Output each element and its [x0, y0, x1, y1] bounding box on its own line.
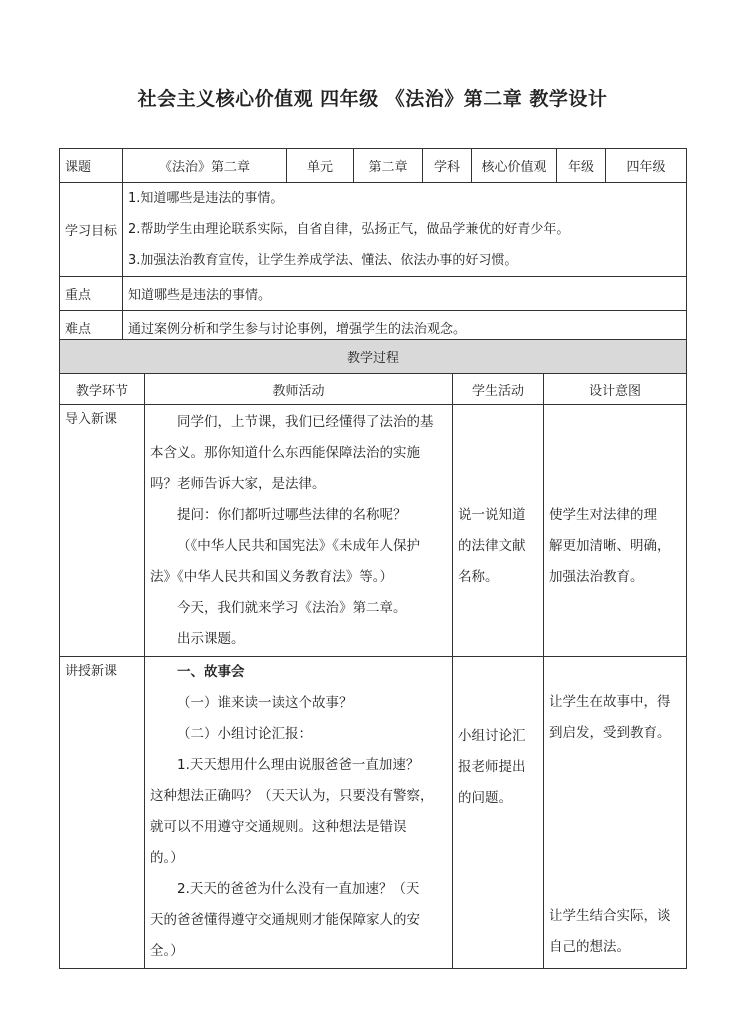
- objective-item: 2.帮助学生由理论联系实际，自省自律，弘扬正气，做品学兼优的好青少年。: [128, 222, 570, 237]
- unit-value: 第二章: [354, 149, 423, 183]
- teacher-line: 同学们，上节课，我们已经懂得了法治的基: [177, 414, 434, 430]
- student-line: 的问题。: [458, 790, 512, 806]
- teach-stage: 讲授新课: [60, 657, 145, 969]
- student-line: 说一说知道: [458, 507, 526, 523]
- info-row: [60, 149, 687, 183]
- header-stage: 教学环节: [60, 374, 145, 405]
- process-band-label: 教学过程: [60, 340, 687, 374]
- intent-line: 自己的想法。: [549, 939, 630, 955]
- teacher-line: 天的爸爸懂得遵守交通规则才能保障家人的安: [150, 912, 420, 928]
- teacher-line: 吗？老师告诉大家，是法律。: [150, 476, 326, 492]
- objectives-list: [123, 183, 687, 277]
- focus-row: [60, 277, 687, 311]
- intro-row: [60, 405, 687, 657]
- difficulty-label: 难点: [60, 311, 123, 345]
- teach-student-activity: [453, 657, 544, 969]
- teacher-line: 今天，我们就来学习《法治》第二章。: [177, 600, 407, 616]
- subject-label: 学科: [423, 149, 472, 183]
- teacher-line: （二）小组讨论汇报：: [177, 726, 312, 742]
- student-line: 名称。: [458, 569, 499, 585]
- student-line: 的法律文献: [458, 538, 526, 554]
- intro-teacher-activity: [145, 405, 453, 657]
- difficulty-value: 通过案例分析和学生参与讨论事例，增强学生的法治观念。: [123, 311, 687, 345]
- focus-value: 知道哪些是违法的事情。: [123, 277, 687, 311]
- intro-design-intent: [544, 405, 687, 657]
- intro-student-activity: [453, 405, 544, 657]
- teacher-line: 提问：你们都听过哪些法律的名称呢？: [177, 507, 407, 523]
- subject-value: 核心价值观: [472, 149, 557, 183]
- teacher-line: 1.天天想用什么理由说服爸爸一直加速？: [177, 757, 420, 773]
- teacher-line: 本含义。那你知道什么东西能保障法治的实施: [150, 445, 420, 461]
- document-title: 社会主义核心价值观 四年级 《法治》第二章 教学设计: [137, 88, 608, 110]
- focus-label: 重点: [60, 277, 123, 311]
- student-line: 小组讨论汇: [458, 728, 526, 744]
- intent-line: 解更加清晰、明确，: [549, 538, 671, 554]
- info-table: [59, 148, 687, 345]
- teach-teacher-activity: [145, 657, 453, 969]
- grade-value: 四年级: [606, 149, 687, 183]
- teacher-line: 2.天天的爸爸为什么没有一直加速？（天: [177, 881, 420, 897]
- course-value: 《法治》第二章: [123, 149, 287, 183]
- teacher-line: 这种想法正确吗？（天天认为，只要没有警察，: [150, 788, 434, 804]
- intent-line: 加强法治教育。: [549, 569, 644, 585]
- student-line: 报老师提出: [458, 759, 526, 775]
- process-header-row: [60, 374, 687, 405]
- unit-label: 单元: [287, 149, 354, 183]
- objectives-row: [60, 183, 687, 277]
- teacher-line: 出示课题。: [177, 631, 245, 647]
- intro-stage: 导入新课: [60, 405, 145, 657]
- intent-line: 让学生结合实际，谈: [549, 908, 671, 924]
- process-table: [59, 339, 687, 969]
- header-intent: 设计意图: [544, 374, 687, 405]
- teacher-line: 法》《中华人民共和国义务教育法》等。）: [150, 569, 393, 585]
- header-teacher: 教师活动: [145, 374, 453, 405]
- teacher-line: 全。）: [150, 943, 184, 959]
- teacher-line: （《中华人民共和国宪法》《未成年人保护: [177, 538, 420, 554]
- intent-line: 到启发，受到教育。: [549, 725, 671, 741]
- objective-item: 1.知道哪些是违法的事情。: [128, 191, 284, 206]
- section-heading: 一、故事会: [177, 664, 245, 680]
- teach-design-intent: [544, 657, 687, 969]
- grade-label: 年级: [557, 149, 606, 183]
- teacher-line: （一）谁来读一读这个故事？: [177, 695, 353, 711]
- course-label: 课题: [60, 149, 123, 183]
- objective-item: 3.加强法治教育宣传，让学生养成学法、懂法、依法办事的好习惯。: [128, 253, 518, 268]
- teacher-line: 就可以不用遵守交通规则。这种想法是错误: [150, 819, 407, 835]
- intent-line: 使学生对法律的理: [549, 507, 657, 523]
- intent-line: 让学生在故事中，得: [549, 694, 671, 710]
- process-band: [60, 340, 687, 374]
- teach-row: [60, 657, 687, 969]
- objectives-label: 学习目标: [60, 183, 123, 277]
- teacher-line: 的。）: [150, 850, 184, 866]
- header-student: 学生活动: [453, 374, 544, 405]
